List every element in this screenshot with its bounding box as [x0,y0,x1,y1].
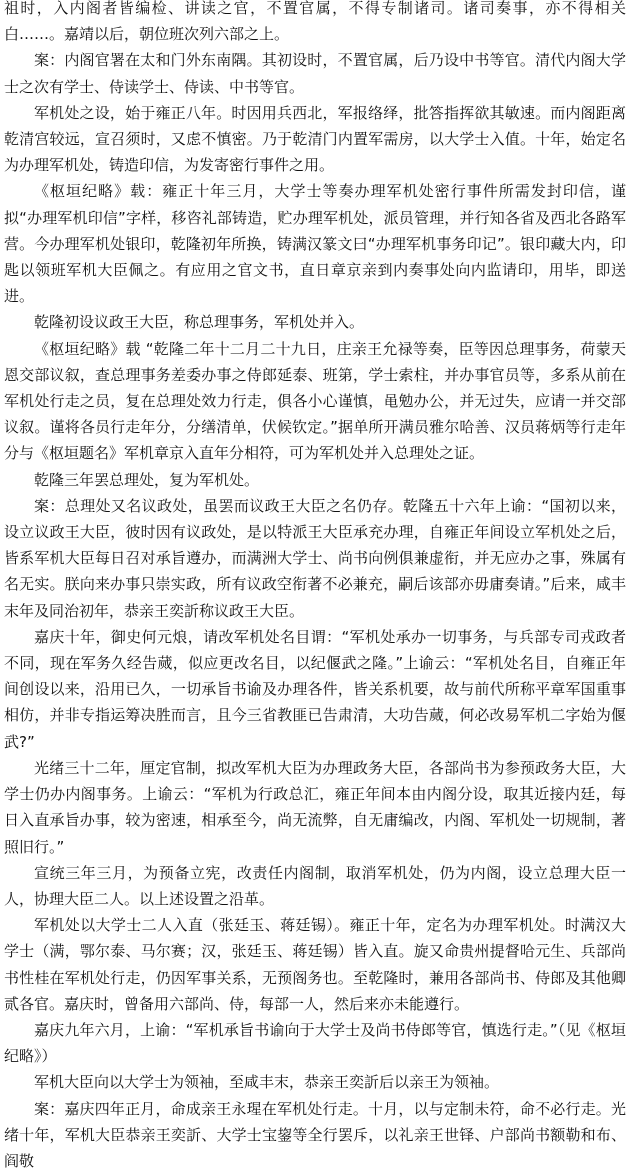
paragraph-11: 宣统三年三月，为预备立宪，改责任内阁制，取消军机处，仍为内阁，设立总理大臣一人，协理大臣二人。以上述设置之沿革。 [4,863,626,908]
paragraph-15: 案：嘉庆四年正月，命成亲王永瑆在军机处行走。十月，以与定制未符，命不必行走。光绪十年，军机大臣恭亲王奕訢、大学士宝鋆等全行罢斥，以礼亲王世铎、户部尚书额勒和布、阎敬 [4,1099,626,1170]
paragraph-10: 光绪三十二年，厘定官制，拟改军机大臣为办理政务大臣，各部尚书为参预政务大臣，大学士仍办内阁事务。上谕云：“军机为行政总汇，雍正年间本由内阁分设，取其近接内廷，每日入直承旨办事，较为密速，相承至今，尚无流弊，自无庸编改，内阁、军机处一切规制，著照旧行。” [4,758,626,856]
paragraph-9: 嘉庆十年，御史何元烺，请改军机处名目谓：“军机处承办一切事务，与兵部专司戎政者不同，现在军务久经告蒇，似应更改名目，以纪偃武之隆。”上谕云：“军机处名目，自雍正年间创设以来，沿用已久，一切承旨书谕及办理各件，皆关系机要，故与前代所称平章军国重事相仿，并非专指运筹决胜而言，且今三省教匪已告肃清，大功告蒇，何必改易军机二字始为偃武?” [4,627,626,751]
paragraph-6: 《枢垣纪略》载 “乾隆二年十二月二十九日，庄亲王允禄等奏，臣等因总理事务，荷蒙天恩交部议叙，查总理事务差委办事之侍郎延泰、班第，学士索柱，并办事官员等，多系从前在军机处行走之员，复在总理处效力行走，俱各小心谨慎，黾勉办公，并无过失，应请一并交部议叙。谨将各员行走年分，分缮清单，伏候钦定。”据单所开满员雅尔哈善、汉员蒋炳等行走年分与《枢垣题名》军机章京入直年分相符，可为军机处并入总理处之证。 [4,339,626,463]
paragraph-14: 军机大臣向以大学士为领袖，至咸丰末，恭亲王奕訢后以亲王为领袖。 [34,1073,500,1092]
paragraph-8: 案：总理处又名议政处，虽罢而议政王大臣之名仍存。乾隆五十六年上谕：“国初以来，设立议政王大臣，彼时因有议政处，是以特派王大臣承充办理，自雍正年间设立军机处之后，皆系军机大臣每日召对承旨遵办，而满洲大学士、尚书向例俱兼虚衔，并无应办之事，殊属有名无实。朕向来办事只崇实政，所有议政空衔著不必兼充，嗣后该部亦毋庸奏请。”后来，咸丰末年及同治初年，恭亲王奕訢称议政王大臣。 [4,496,626,620]
paragraph-12: 军机处以大学士二人入直（张廷玉、蒋廷锡）。雍正十年，定名为办理军机处。时满汉大学士（满，鄂尔泰、马尔赛；汉，张廷玉、蒋廷锡）皆入直。旋又命贵州提督哈元生、兵部尚书性桂在军机处行走，仍因军事关系，无预阁务也。至乾隆时，兼用各部尚书、侍郎及其他卿贰各官。嘉庆时，曾备用六部尚、侍，每部一人，然后来亦未能遵行。 [4,916,626,1013]
paragraph-2: 案：内阁官署在太和门外东南隅。其初设时，不置官属，后乃设中书等官。清代内阁大学士之次有学士、侍读学士、侍读、中书等官。 [4,51,626,96]
paragraph-1: 祖时，入内阁者皆编检、讲读之官，不置官属，不得专制诸司。诸司奏事，亦不得相关白……。嘉靖以后，朝位班次列六部之上。 [4,0,626,44]
paragraph-5: 乾隆初设议政王大臣，称总理事务，军机处并入。 [34,313,365,332]
paragraph-13: 嘉庆九年六月，上谕：“军机承旨书谕向于大学士及尚书侍郎等官，慎选行走。”（见《枢垣纪略》） [4,1020,626,1066]
paragraph-4: 《枢垣纪略》载：雍正十年三月，大学士等奏办理军机处密行事件所需发封印信，谨拟“办理军机印信”字样，移咨礼部铸造，贮办理军机处，派员管理，并行知各省及西北各路军营。今办理军机处银印，乾隆初年所换，铸满汉篆文曰“办理军机事务印记”。银印藏大内，印匙以领班军机大臣佩之。有应用之官文书，直日章京亲到内奏事处向内监请印，用毕，即送进。 [4,182,626,306]
paragraph-7: 乾隆三年罢总理处，复为军机处。 [34,470,260,489]
paragraph-3: 军机处之设，始于雍正八年。时因用兵西北，军报络绎，批答指挥欲其敏速。而内阁距离乾清宫较远，宣召须时，又虑不慎密。乃于乾清门内置军需房，以大学士入值。十年，始定名为办理军机处，铸造印信，为发寄密行事件之用。 [4,103,626,175]
